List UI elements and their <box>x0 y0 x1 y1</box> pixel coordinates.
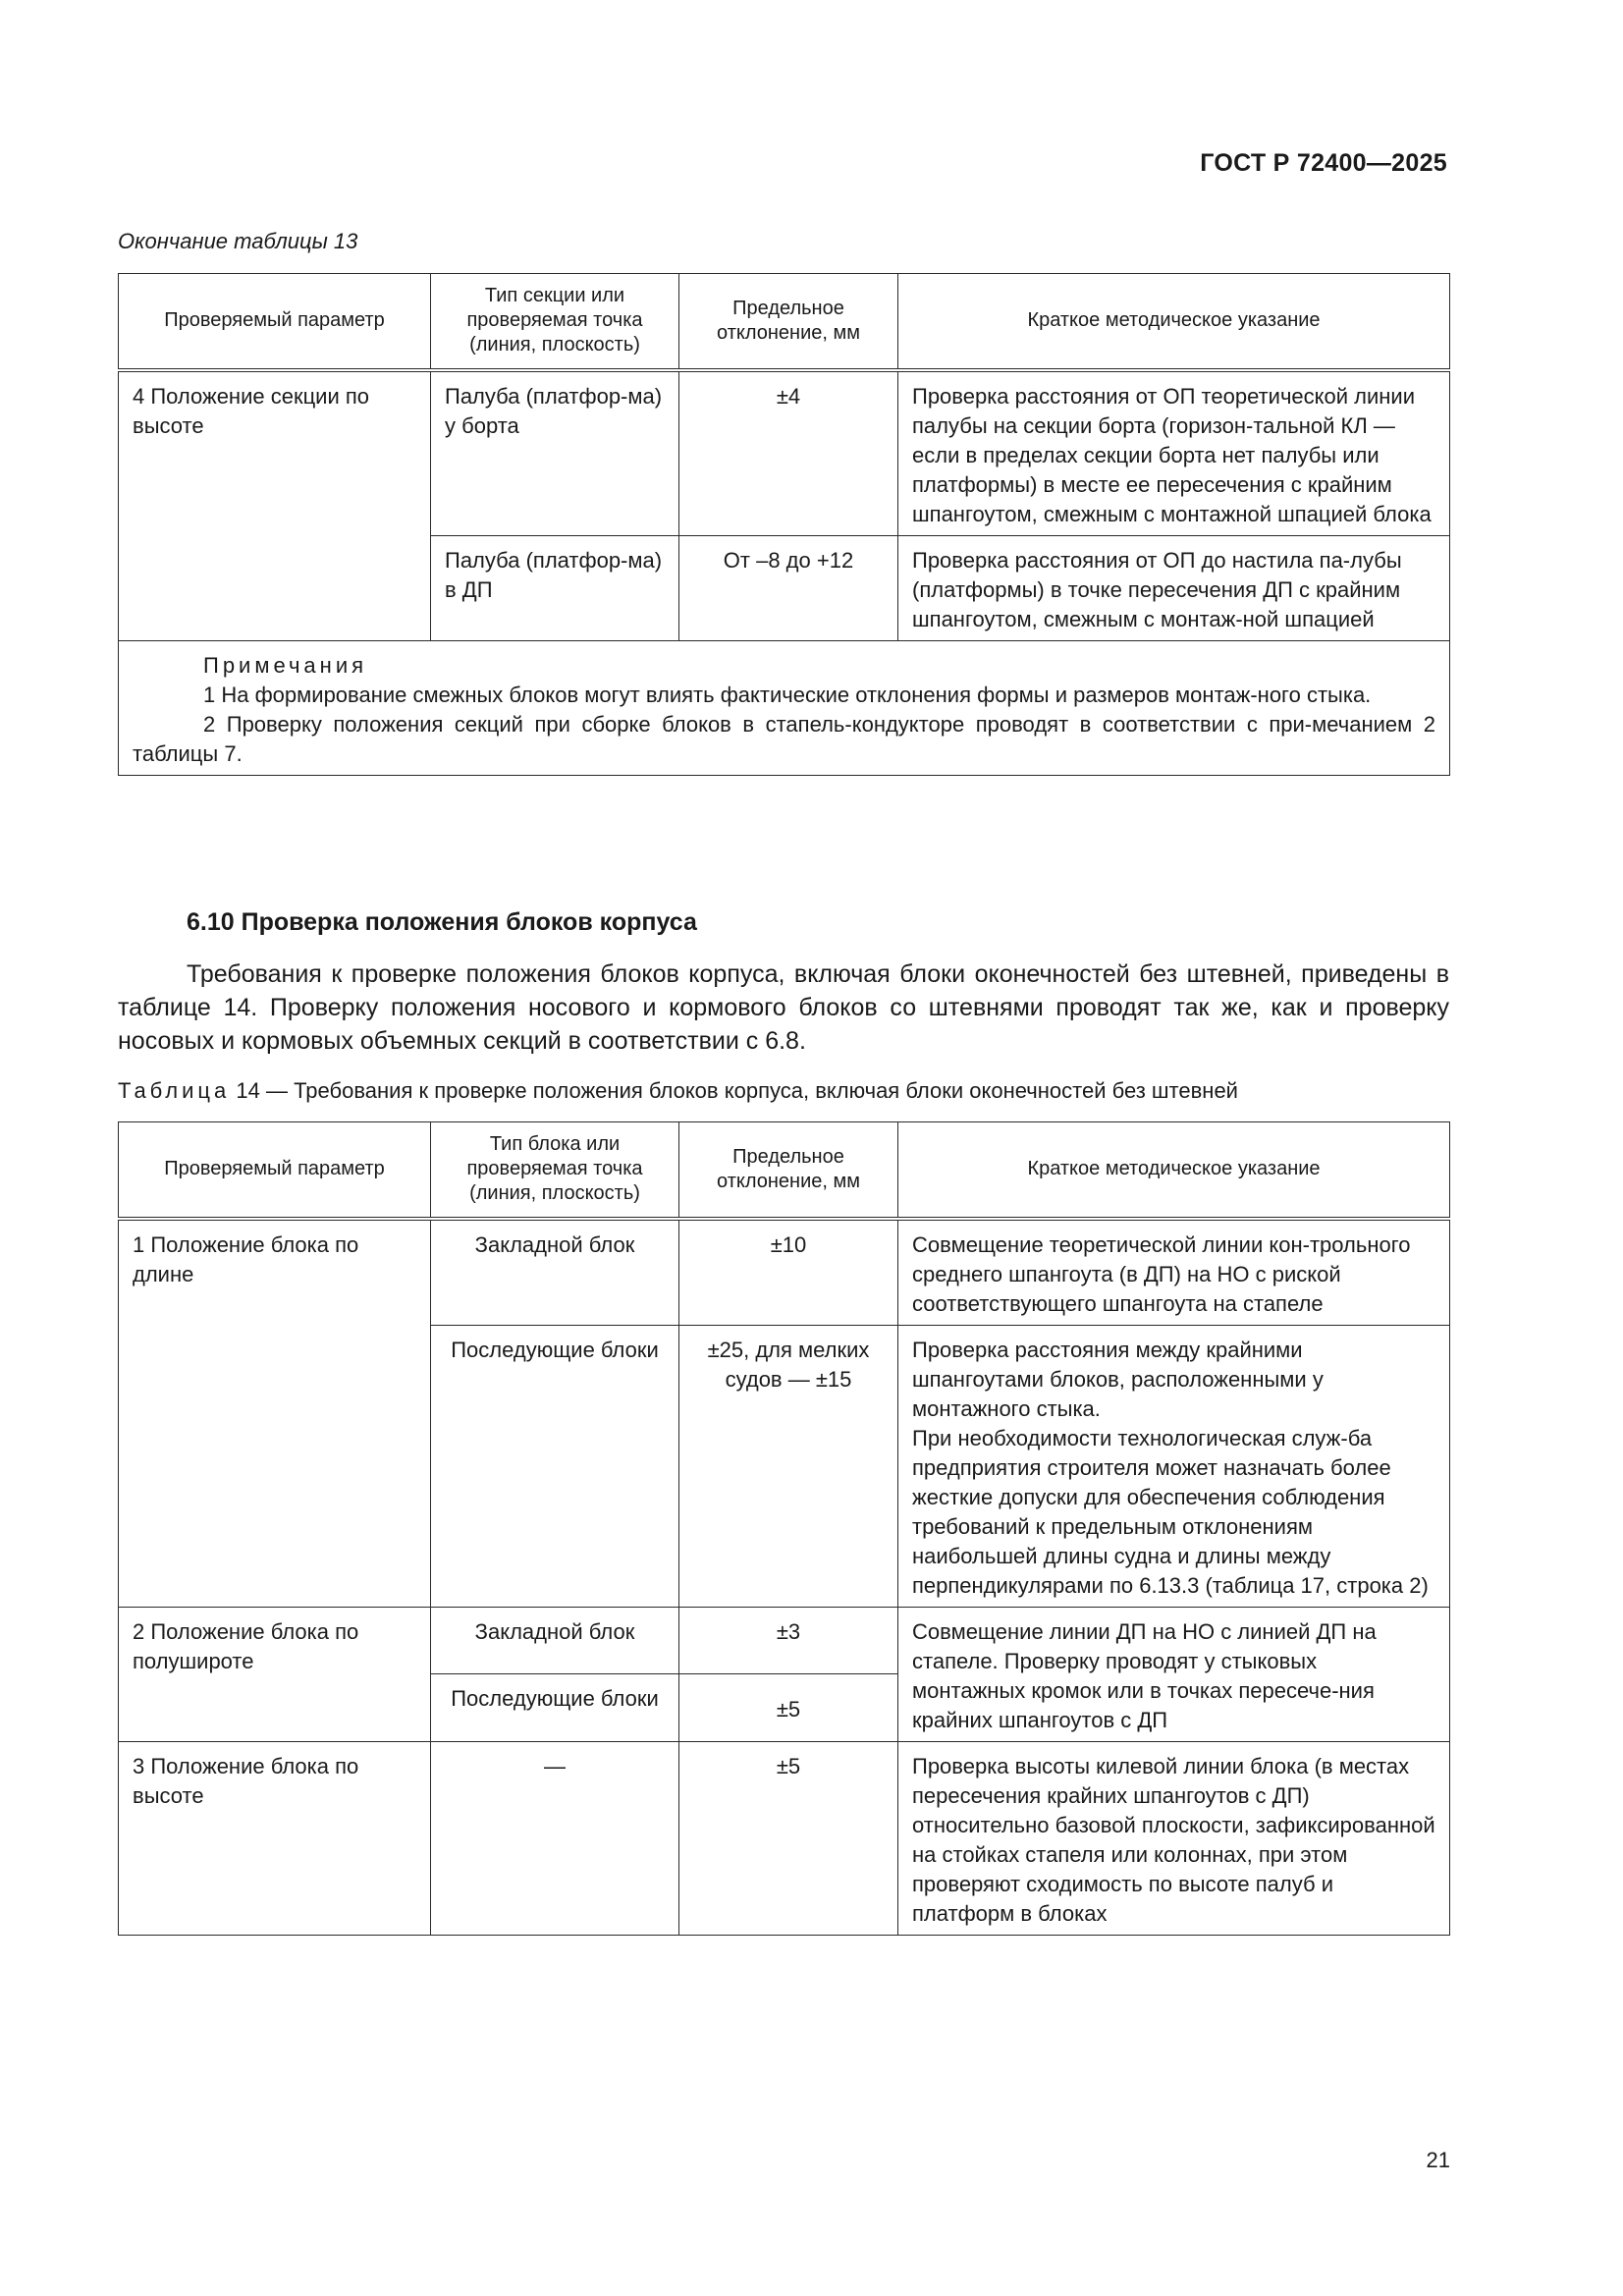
param-cell: 3 Положение блока по высоте <box>119 1741 431 1935</box>
table13-caption: Окончание таблицы 13 <box>118 229 358 253</box>
notes-title: Примечания <box>203 652 368 678</box>
col-header-deviation: Предельное отклонение, мм <box>679 274 898 370</box>
table14-caption-label: Таблица <box>118 1078 231 1103</box>
type-cell: Палуба (платфор-ма) у борта <box>431 370 679 536</box>
type-cell: — <box>431 1741 679 1935</box>
table-row <box>119 1607 1450 1674</box>
page-number: 21 <box>1426 2148 1450 2172</box>
section-heading: 6.10 Проверка положения блоков корпуса <box>187 908 697 936</box>
table-row <box>119 370 1450 536</box>
deviation-cell: ±10 <box>679 1219 898 1326</box>
col-header-deviation: Предельное отклонение, мм <box>679 1122 898 1219</box>
note-item: 1 На формирование смежных блоков могут влиять фактические отклонения формы и размеров монтаж-ного стыка. <box>203 682 1372 707</box>
type-cell: Закладной блок <box>431 1219 679 1326</box>
param-cell: 1 Положение блока по длине <box>119 1219 431 1608</box>
table-row <box>119 1219 1450 1326</box>
col-header-note: Краткое методическое указание <box>898 274 1450 370</box>
notes-cell <box>119 640 1450 775</box>
deviation-cell: ±25, для мелких судов — ±15 <box>679 1325 898 1607</box>
col-header-param: Проверяемый параметр <box>119 1122 431 1219</box>
col-header-type: Тип блока или проверяемая точка (линия, плоскость) <box>431 1122 679 1219</box>
notes-row <box>119 640 1450 775</box>
param-cell: 2 Положение блока по полушироте <box>119 1607 431 1741</box>
body-paragraph: Требования к проверке положения блоков корпуса, включая блоки оконечностей без штевней, приведены в таблице 14. Проверку положения носового и кормового блоков со штевнями проводят так же, как и проверку носовых и кормовых объемных секций в соответствии с 6.8. <box>118 960 1449 1055</box>
col-header-type: Тип секции или проверяемая точка (линия, плоскость) <box>431 274 679 370</box>
table-13 <box>118 273 1450 776</box>
type-cell: Закладной блок <box>431 1607 679 1674</box>
deviation-cell: От –8 до +12 <box>679 535 898 640</box>
note-cell: Проверка расстояния между крайними шпангоутами блоков, расположенными у монтажного стыка. При необходимости технологическая служ-ба предприятия строителя может назначать более жесткие допуски для обеспечения соблюдения требований к предельным отклонениям наибольшей длины судна и длины между перпендикулярами по 6.13.3 (таблица 17, строка 2) <box>898 1325 1450 1607</box>
deviation-cell: ±4 <box>679 370 898 536</box>
col-header-note: Краткое методическое указание <box>898 1122 1450 1219</box>
table-14 <box>118 1121 1450 1936</box>
note-cell: Проверка высоты килевой линии блока (в местах пересечения крайних шпангоутов с ДП) относительно базовой плоскости, зафиксированной на стойках стапеля или колоннах, при этом проверяют сходимость по высоте палуб и платформ в блоках <box>898 1741 1450 1935</box>
type-cell: Последующие блоки <box>431 1674 679 1742</box>
deviation-cell: ±3 <box>679 1607 898 1674</box>
note-cell: Совмещение линии ДП на НО с линией ДП на стапеле. Проверку проводят у стыковых монтажных кромок или в точках пересече-ния крайних шпангоутов с ДП <box>898 1607 1450 1741</box>
type-cell: Последующие блоки <box>431 1325 679 1607</box>
note-item: 2 Проверку положения секций при сборке блоков в стапель-кондукторе проводят в соответствии с при-мечанием 2 таблицы 7. <box>133 711 1435 766</box>
table-row <box>119 1741 1450 1935</box>
standard-code: ГОСТ Р 72400—2025 <box>1200 149 1447 177</box>
deviation-cell: ±5 <box>679 1674 898 1742</box>
table14-caption-text: 14 — Требования к проверке положения блоков корпуса, включая блоки оконечностей без штевней <box>230 1078 1238 1103</box>
param-cell: 4 Положение секции по высоте <box>119 370 431 641</box>
note-cell: Проверка расстояния от ОП теоретической линии палубы на секции борта (горизон-тальной КЛ — если в пределах секции борта нет палубы или платформы) в месте ее пересечения с крайним шпангоутом, смежным с монтажной шпацией блока <box>898 370 1450 536</box>
type-cell: Палуба (платфор-ма) в ДП <box>431 535 679 640</box>
note-cell: Совмещение теоретической линии кон-трольного среднего шпангоута (в ДП) на НО с риской соответствующего шпангоута на стапеле <box>898 1219 1450 1326</box>
note-cell: Проверка расстояния от ОП до настила па-лубы (платформы) в точке пересечения ДП с крайним шпангоутом, смежным с монтаж-ной шпацией <box>898 535 1450 640</box>
table14-caption <box>118 1078 1238 1104</box>
col-header-param: Проверяемый параметр <box>119 274 431 370</box>
deviation-cell: ±5 <box>679 1741 898 1935</box>
